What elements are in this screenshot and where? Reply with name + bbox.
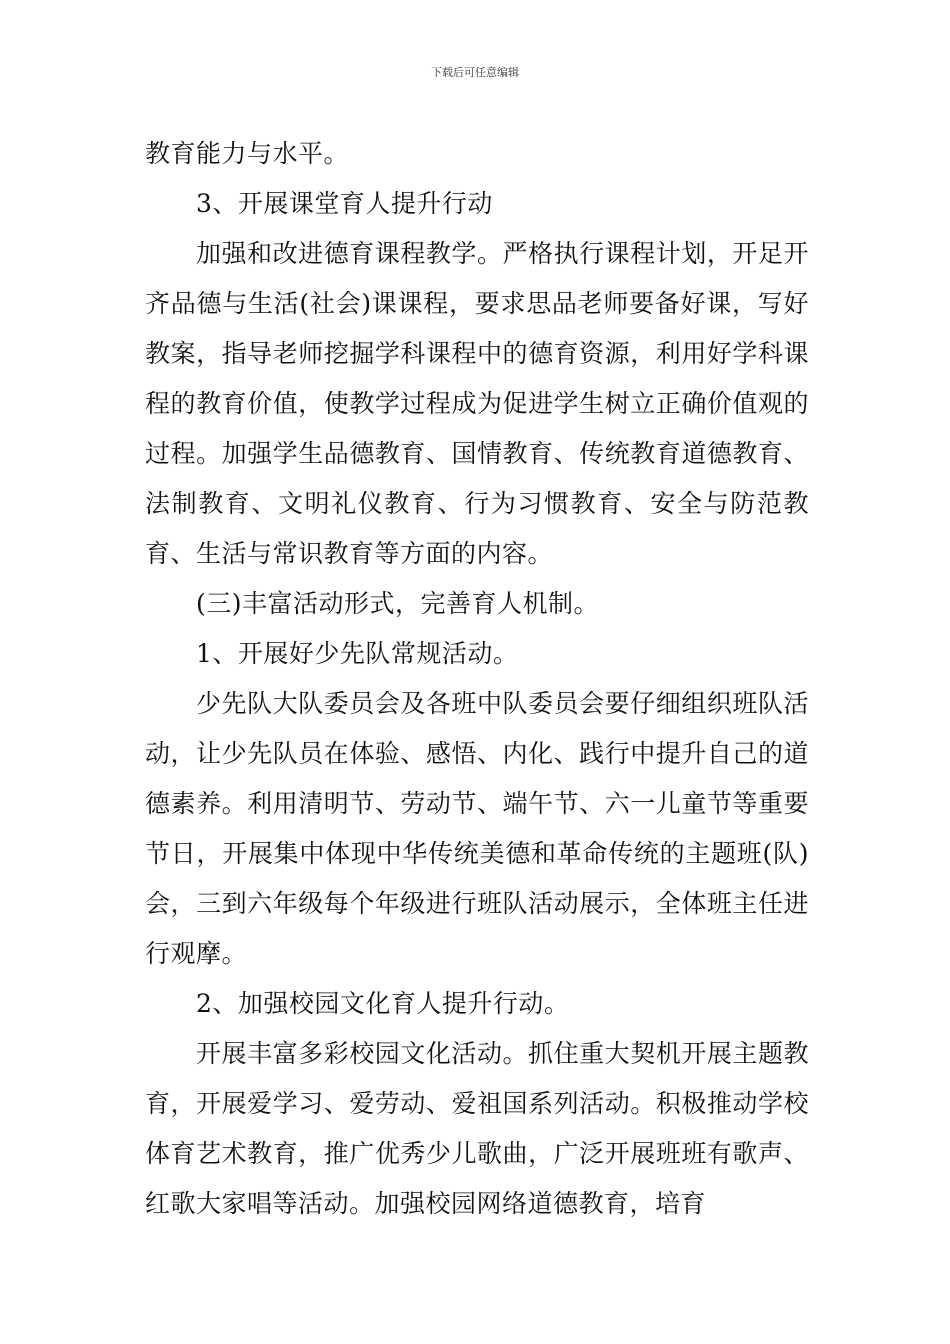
section-heading: 3、开展课堂育人提升行动: [196, 189, 493, 218]
paragraph: 开展丰富多彩校园文化活动。抓住重大契机开展主题教育，开展爱学习、爱劳动、爱祖国系列活动。积极推动学校体育艺术教育，推广优秀少儿歌曲，广泛开展班班有歌声、红歌大家唱等活动。加强校园网络道德教育，培育: [145, 1039, 809, 1218]
page-header: 下载后可任意编辑: [431, 66, 519, 79]
document-body: [145, 129, 809, 1229]
paragraph: 加强和改进德育课程教学。严格执行课程计划，开足开齐品德与生活(社会)课课程，要求思品老师要备好课，写好教案，指导老师挖掘学科课程中的德育资源，利用好学科课程的教育价值，使教学过程成为促进学生树立正确价值观的过程。加强学生品德教育、国情教育、传统教育道德教育、法制教育、文明礼仪教育、行为习惯教育、安全与防范教育、生活与常识教育等方面的内容。: [145, 239, 809, 568]
section-heading: 1、开展好少先队常规活动。: [196, 639, 519, 668]
paragraph: 少先队大队委员会及各班中队委员会要仔细组织班队活动，让少先队员在体验、感悟、内化、践行中提升自己的道德素养。利用清明节、劳动节、端午节、六一儿童节等重要节日，开展集中体现中华传统美德和革命传统的主题班(队)会，三到六年级每个年级进行班队活动展示，全体班主任进行观摩。: [145, 689, 809, 968]
section-heading: (三)丰富活动形式，完善育人机制。: [196, 589, 600, 618]
paragraph: 教育能力与水平。: [145, 139, 350, 168]
section-heading: 2、加强校园文化育人提升行动。: [196, 989, 570, 1018]
